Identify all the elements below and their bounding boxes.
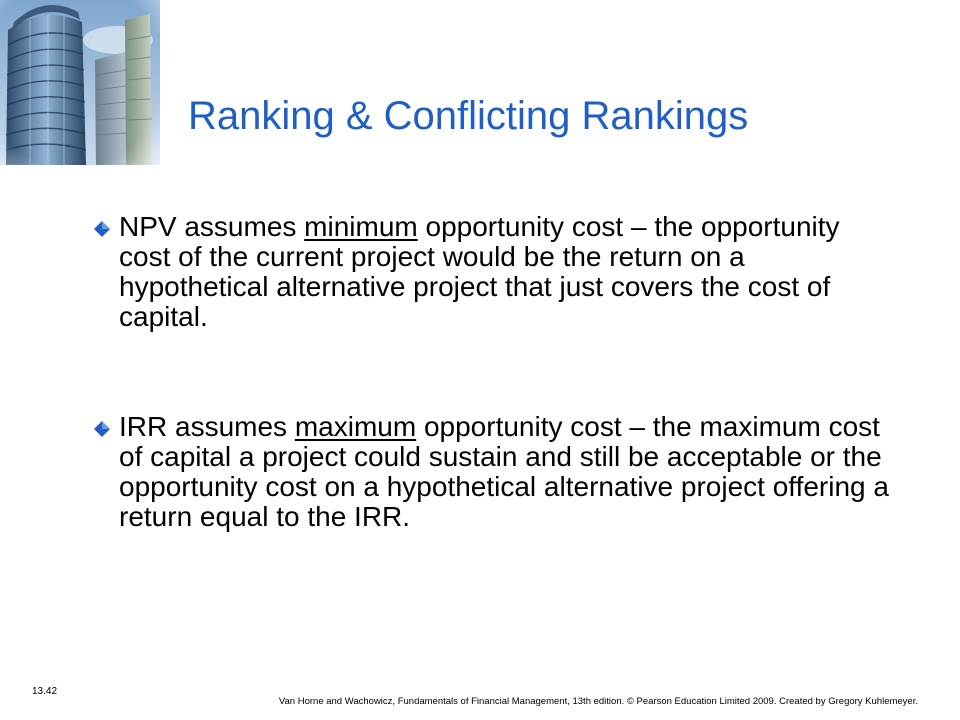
bullet-text-after: opportunity cost – the maximum cost of capital a project could sustain and still be acceptable or the opportunity cost on a hypothetical alternative project offering a return equal to the IRR. bbox=[119, 411, 889, 532]
bullet-emphasis: minimum bbox=[304, 211, 418, 242]
bullet-text-before: IRR assumes bbox=[119, 411, 295, 442]
slide-number: 13.42 bbox=[32, 686, 58, 697]
bullet-emphasis: maximum bbox=[294, 411, 417, 442]
bullet-list bbox=[92, 212, 892, 532]
bullet-irr bbox=[92, 412, 892, 532]
footer-credit: Van Horne and Wachowicz, Fundamentals of Financial Management, 13th edition. © Pearson Education Limited 2009. Created by Gregory Kuhlemeyer. bbox=[278, 696, 918, 707]
diamond-bullet-icon bbox=[94, 421, 110, 437]
bullet-text-after: opportunity cost – the opportunity cost of the current project would be the return on a hypothetical alternative project that just covers the cost of capital. bbox=[119, 211, 840, 332]
bullet-npv bbox=[92, 212, 892, 332]
diamond-bullet-icon bbox=[94, 221, 110, 237]
slide-title: Ranking & Conflicting Rankings bbox=[188, 94, 749, 138]
bullet-text-before: NPV assumes bbox=[119, 211, 305, 242]
skyscraper-photo bbox=[0, 0, 160, 165]
